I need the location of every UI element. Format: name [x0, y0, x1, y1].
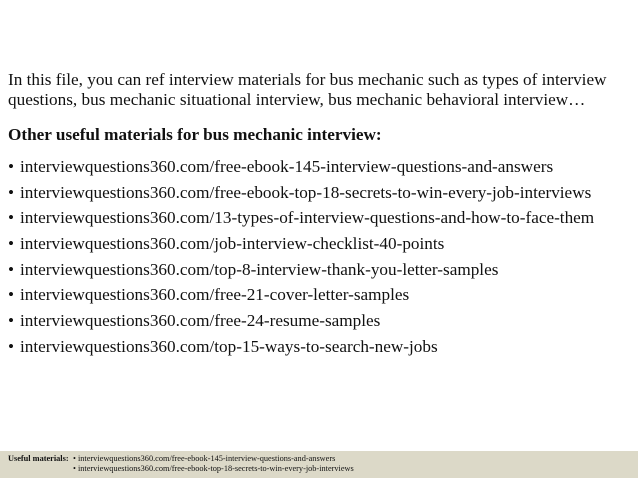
- bullet-glyph: •: [8, 336, 15, 356]
- link-text[interactable]: interviewquestions360.com/job-interview-checklist-40-points: [20, 234, 445, 254]
- bullet-glyph: •: [8, 157, 15, 176]
- list-item[interactable]: [8, 308, 634, 334]
- list-item[interactable]: [8, 231, 634, 257]
- intro-paragraph: In this file, you can ref interview materials for bus mechanic such as types of interview questions, bus mechanic situational interview, bus mechanic behavioral interview…: [8, 70, 607, 109]
- bullet-glyph: •: [8, 259, 15, 279]
- list-item[interactable]: [8, 180, 634, 206]
- footer-bar: [0, 451, 638, 478]
- bullet-glyph: •: [8, 208, 15, 228]
- link-text[interactable]: interviewquestions360.com/13-types-of-interview-questions-and-how-to-face-them: [20, 208, 595, 228]
- bullet-glyph: •: [8, 234, 15, 254]
- materials-heading: Other useful materials for bus mechanic interview:: [8, 125, 382, 144]
- bullet-glyph: •: [8, 182, 15, 202]
- link-text[interactable]: interviewquestions360.com/free-21-cover-letter-samples: [20, 285, 410, 305]
- footer-link[interactable]: • interviewquestions360.com/free-ebook-145-interview-questions-and-answers: [73, 454, 336, 463]
- link-text[interactable]: interviewquestions360.com/top-15-ways-to-search-new-jobs: [20, 336, 438, 356]
- link-text[interactable]: interviewquestions360.com/free-ebook-top-18-secrets-to-win-every-job-interviews: [20, 182, 592, 202]
- link-text[interactable]: interviewquestions360.com/free-ebook-145-interview-questions-and-answers: [20, 157, 554, 176]
- list-item[interactable]: [8, 205, 634, 231]
- bullet-glyph: •: [8, 311, 15, 331]
- list-item[interactable]: [8, 282, 634, 308]
- list-item[interactable]: [8, 334, 634, 360]
- footer-links: [73, 454, 354, 474]
- materials-list: [8, 154, 634, 360]
- bullet-glyph: •: [8, 285, 15, 305]
- footer-link[interactable]: • interviewquestions360.com/free-ebook-top-18-secrets-to-win-every-job-interviews: [73, 464, 354, 473]
- footer-label: Useful materials:: [8, 454, 69, 463]
- link-text[interactable]: interviewquestions360.com/free-24-resume-samples: [20, 311, 381, 331]
- list-item[interactable]: [8, 154, 634, 180]
- list-item[interactable]: [8, 257, 634, 283]
- link-text[interactable]: interviewquestions360.com/top-8-interview-thank-you-letter-samples: [20, 259, 499, 279]
